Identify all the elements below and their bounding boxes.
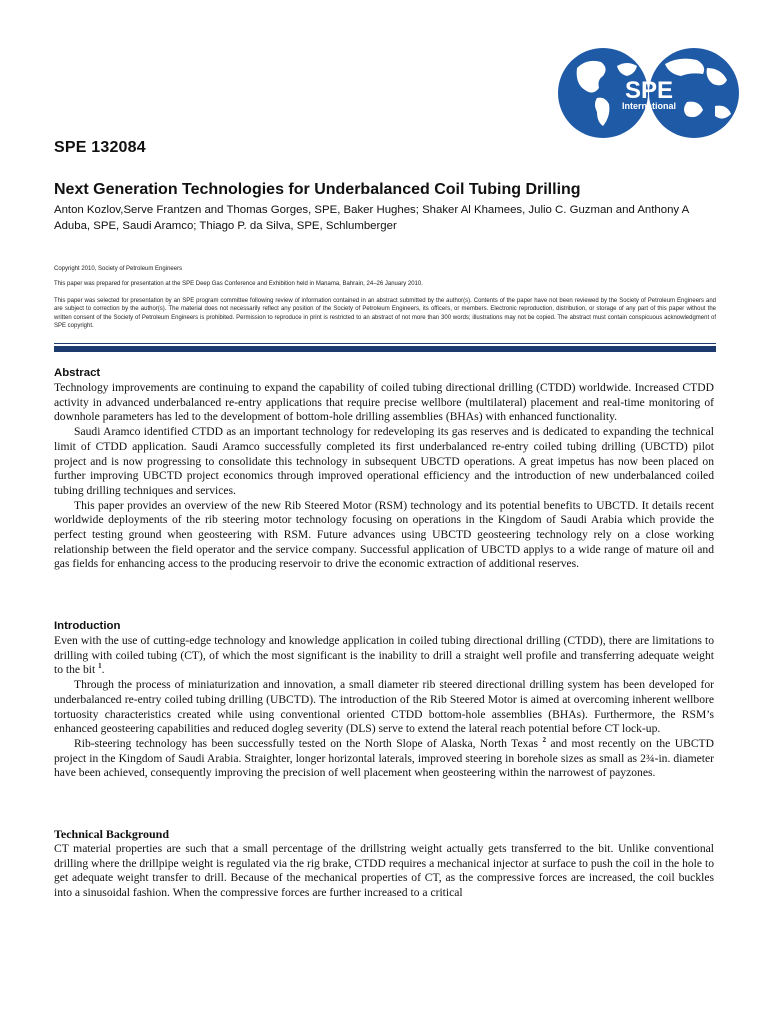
header-rule-thick — [54, 346, 716, 352]
review-disclaimer: This paper was selected for presentation by an SPE program committee following review of information contained in an abstract submitted by the author(s). Contents of the paper have not been reviewed by the Society of Petroleum Engineers and are subject to correction by the author(s). The material does not necessarily reflect any position of the Society of Petroleum Engineers, its officers, or members. Electronic reproduction, distribution, or storage of any part of this paper without the written consent of the Society of Petroleum Engineers is prohibited. Permission to reproduce in print is restricted to an abstract of not more than 300 words; illustrations may not be copied. The abstract must contain conspicuous acknowledgment of SPE copyright. — [54, 298, 716, 330]
reference-marker: 2 — [542, 736, 546, 745]
abstract-paragraph: This paper provides an overview of the new Rib Steered Motor (RSM) technology and its potential benefits to UBCTD. It details recent worldwide deployments of the rib steering motor technology focusing on operations in the Kingdom of Saudi Arabia which provide the perfect testing ground when geosteering with RSM. Future advances using UBCTD geosteering technology rely on a close working relationship between the field operator and the service company. Successful application of UBCTD applys to a wide range of mature oil and gas fields for enhancing access to the producing reservoir to drive the economic extraction of additional reserves. — [54, 498, 714, 571]
abstract-body — [54, 381, 714, 572]
paper-number: SPE 132084 — [54, 139, 146, 156]
header-rule-thin — [54, 343, 716, 344]
introduction-paragraph — [54, 634, 714, 678]
author-list: Anton Kozlov,Serve Frantzen and Thomas Gorges, SPE, Baker Hughes; Shaker Al Khamees, Julio C. Guzman and Anthony A Aduba, SPE, Saudi Aramco; Thiago P. da Silva, SPE, Schlumberger — [54, 204, 689, 232]
technical-background-heading: Technical Background — [54, 827, 170, 841]
reference-marker: 1 — [98, 662, 102, 671]
abstract-heading: Abstract — [54, 367, 101, 379]
copyright-notice: Copyright 2010, Society of Petroleum Engineers — [54, 266, 183, 272]
introduction-body — [54, 634, 714, 781]
abstract-paragraph: Saudi Aramco identified CTDD as an important technology for redeveloping its gas reserves and is dedicated to expanding the technical limit of CTDD application. Saudi Aramco successfully completed its first underbalanced re-entry coiled tubing drilling (UBCTD) pilot project and is now progressing to consolidate this technology in subsequent UBCTD operations. A great impetus has now been placed on further improving UBCTD project economics through improved operational efficiency and the introduction of new underbalanced coiled tubing drilling techniques and services. — [54, 425, 714, 497]
technical-background-paragraph: CT material properties are such that a small percentage of the drillstring weight actually gets transferred to the bit. Unlike conventional drilling where the drillpipe weight is regulated via the rig brake, CTDD requires a mechanical injector at surface to push the coil in the hole to get adequate weight transfer to drill. Because of the mechanical properties of CT, as the compressive forces are increased, the coil buckles into a sinusoidal fashion. When the compressive forces are further increased to a critical — [54, 842, 714, 900]
technical-background-body — [54, 842, 714, 901]
intro-p3-text-a: Rib-steering technology has been successfully tested on the North Slope of Alaska, North Texas — [74, 736, 539, 750]
logo-spe-text: SPE — [624, 77, 674, 104]
paper-title: Next Generation Technologies for Underbalanced Coil Tubing Drilling — [54, 181, 581, 198]
intro-p3-text-b: and most recently on the UBCTD project in the Kingdom of Saudi Arabia. Straighter, longer horizontal laterals, improved steering in borehole sizes as small as 2¾-in. diameter have been achieved, consequently improving the precision of well placement when geosteering within the narrowest of payzones. — [54, 736, 715, 780]
intro-p1-text: Even with the use of cutting-edge technology and knowledge application in coiled tubing directional drilling (CTDD), there are limitations to drilling with coiled tubing (CT), of which the most significant is the inability to drill a straight well profile and transferring adequate weight to the bit — [54, 634, 714, 677]
intro-p1-end: . — [101, 663, 105, 677]
spe-international-logo — [557, 46, 742, 140]
introduction-heading: Introduction — [54, 620, 121, 632]
presentation-notice: This paper was prepared for presentation at the SPE Deep Gas Conference and Exhibition held in Manama, Bahrain, 24–26 January 2010. — [54, 281, 423, 287]
logo-international-text: International — [621, 101, 677, 111]
introduction-paragraph: Through the process of miniaturization and innovation, a small diameter rib steered directional drilling system has been developed for underbalanced re-entry coiled tubing drilling (UBCTD). The introduction of the Rib Steered Motor is aimed at overcoming inherent wellbore tortuosity characteristics created while using conventional oriented CTDD bottom-hole assemblies (BHAs). Furthermore, the RSM’s enhanced geosteering capabilities and reduced dogleg severity (DLS) serve to extend the lateral reach potential before CT lock-up. — [54, 678, 714, 736]
introduction-paragraph — [54, 737, 714, 781]
abstract-paragraph: Technology improvements are continuing to expand the capability of coiled tubing directional drilling (CTDD) worldwide. Increased CTDD activity in advanced underbalanced re-entry applications that require precise wellbore (multilateral) placement and real-time monitoring of downhole parameters has led to the development of bottom-hole drilling assemblies (BHAs) with enhanced functionality. — [54, 381, 714, 424]
